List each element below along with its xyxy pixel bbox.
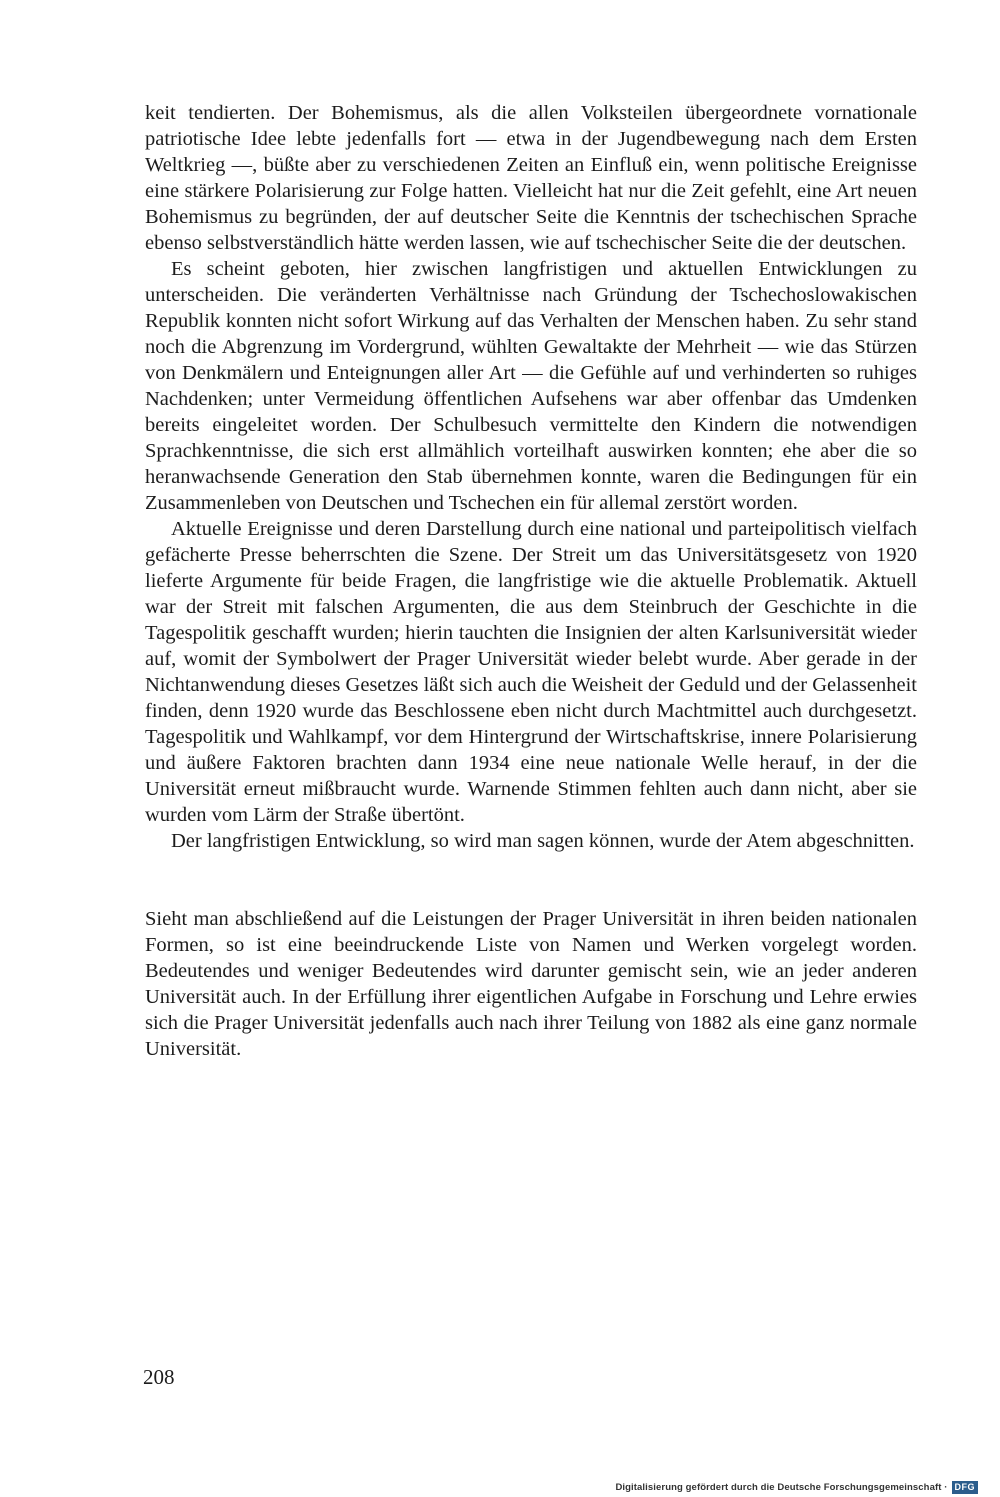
paragraph-1: keit tendierten. Der Bohemismus, als die allen Volksteilen übergeordnete vornationale patriotische Idee lebte jedenfalls fort — etwa in der Jugendbewegung nach dem Ersten Weltkrieg —, büßte aber zu verschiedenen Zeiten an Einfluß ein, wenn politische Ereignisse eine stärkere Polarisierung zur Folge hatten. Vielleicht hat nur die Zeit gefehlt, eine Art neuen Bohemismus zu begründen, der auf deutscher Seite die Kenntnis der tschechischen Sprache ebenso selbstverständlich hätte werden lassen, wie auf tschechischer Seite die der deutschen. — [145, 102, 917, 254]
dfg-logo-icon: DFG — [952, 1481, 979, 1494]
paragraph-3: Aktuelle Ereignisse und deren Darstellung durch eine national und parteipolitisch vielfach gefächerte Presse beherrschten die Szene. Der Streit um das Universitätsgesetz von 1920 lieferte Argumente für beide Fragen, die langfristige wie die aktuelle Problematik. Aktuell war der Streit mit falschen Argumenten, die aus dem Steinbruch der Geschichte in die Tagespolitik geschafft wurden; hierin tauchten die Insignien der alten Karlsuniversität wieder auf, womit der Symbolwert der Prager Universität wieder belebt wurde. Aber gerade in der Nichtanwendung dieses Gesetzes läßt sich auch die Weisheit der Geduld und der Gelassenheit finden, denn 1920 wurde das Beschlossene eben nicht durch Machtmittel auch durchgesetzt. Tagespolitik und Wahlkampf, vor dem Hintergrund der Wirtschaftskrise, innere Polarisierung und äußere Faktoren brachten dann 1934 eine neue nationale Welle herauf, in der die Universität erneut mißbraucht wurde. Warnende Stimmen fehlten auch dann nicht, aber sie wurden vom Lärm der Straße übertönt. — [145, 518, 917, 826]
paragraph-4: Der langfristigen Entwicklung, so wird man sagen können, wurde der Atem abgeschnitten. — [171, 830, 915, 852]
page-number: 208 — [143, 1365, 175, 1389]
body-text — [145, 100, 917, 1062]
funding-note: Digitalisierung gefördert durch die Deutsche Forschungsgemeinschaft · — [615, 1482, 948, 1493]
paragraph-5: Sieht man abschließend auf die Leistungen der Prager Universität in ihren beiden nationalen Formen, so ist eine beeindruckende Liste von Namen und Werken vorgelegt worden. Bedeutendes und weniger Bedeutendes wird darunter gemischt sein, wie an jeder anderen Universität auch. In der Erfüllung ihrer eigentlichen Aufgabe in Forschung und Lehre erwies sich die Prager Universität jedenfalls auch nach ihrer Teilung von 1882 als eine ganz normale Universität. — [145, 908, 917, 1060]
digitization-footer — [615, 1481, 978, 1494]
paragraph-2: Es scheint geboten, hier zwischen langfristigen und aktuellen Entwicklungen zu unterscheiden. Die veränderten Verhältnisse nach Gründung der Tschechoslowakischen Republik konnten nicht sofort Wirkung auf das Verhalten der Menschen haben. Zu sehr stand noch die Abgrenzung im Vordergrund, wühlten Gewaltakte der Mehrheit — wie das Stürzen von Denkmälern und Enteignungen aller Art — die Gefühle auf und verhinderten so ruhiges Nachdenken; unter Vermeidung öffentlichen Aufsehens war aber offenbar das Umdenken bereits eingeleitet worden. Der Schulbesuch vermittelte den Kindern die notwendigen Sprachkenntnisse, die sich erst allmählich vorteilhaft auswirken konnten; ehe aber die so heranwachsende Generation den Stab übernehmen konnte, waren die Bedingungen für ein Zusammenleben von Deutschen und Tschechen ein für allemal zerstört worden. — [145, 258, 917, 514]
